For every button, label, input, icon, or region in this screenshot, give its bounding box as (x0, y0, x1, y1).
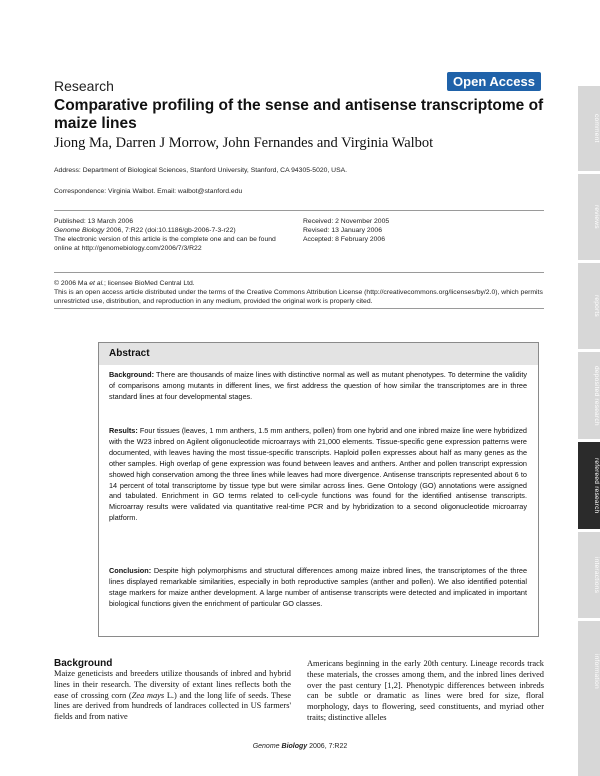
page-footer (0, 743, 600, 750)
body-section-heading: Background (54, 658, 113, 669)
conclusion-label: Conclusion: (109, 566, 152, 575)
copyright-suffix: ; licensee BioMed Central Ltd. (104, 280, 195, 287)
tab-label: reviews (593, 205, 600, 229)
citation (54, 226, 294, 235)
open-access-badge: Open Access (447, 72, 541, 91)
background-label: Background: (109, 370, 154, 379)
body-column-right: Americans beginning in the early 20th century. Lineage records track these materials, the crosses among them, and the inbred lines derived over the past century [1,2]. Phenotypic differences between inbreds can be subtle or dramatic as lines were bred for size, floral morphology, days to flowering, seed constituents, and myriad other traits; distinctive alleles (307, 659, 544, 722)
footer-journal-biology: Biology (279, 743, 308, 750)
tab-deposited-research[interactable] (578, 352, 600, 439)
body-column-left (54, 669, 291, 723)
tab-reports[interactable] (578, 263, 600, 349)
abstract-results (109, 426, 527, 524)
footer-citation: 2006, 7:R22 (307, 743, 348, 750)
species-name: Zea mays (131, 690, 165, 700)
revised-date: Revised: 13 January 2006 (303, 227, 382, 234)
tab-label: interactions (593, 556, 600, 594)
tab-label: refereed research (593, 457, 600, 514)
received-date: Received: 2 November 2005 (303, 218, 390, 225)
author-address: Address: Department of Biological Sciences, Stanford University, Stanford, CA 94305-5020, USA. (54, 167, 348, 174)
review-dates (303, 217, 503, 244)
citation-details: 2006, 7:R22 (doi:10.1186/gb-2006-7-3-r22) (104, 227, 236, 234)
divider (54, 210, 544, 211)
copyright-etal: et al. (89, 280, 104, 287)
tab-interactions[interactable] (578, 532, 600, 618)
abstract-heading: Abstract (109, 348, 150, 359)
abstract-box (98, 342, 539, 637)
footer-journal-genome: Genome (252, 743, 280, 750)
tab-comment[interactable] (578, 86, 600, 171)
background-text: There are thousands of maize lines with distinctive normal as well as mutant phenotypes. To determine the validity of comparisons among mutants in different lines, we first address the question of how similar the transcriptomes are in three standard lines at four developmental stages. (109, 370, 527, 401)
section-sidebar (578, 86, 600, 776)
license-block (54, 279, 544, 306)
divider (54, 272, 544, 273)
abstract-conclusion (109, 566, 527, 610)
electronic-version-note: The electronic version of this article is the complete one and can be found online at http://genomebiology.com/2006/7/3/R22 (54, 236, 276, 252)
tab-label: information (593, 653, 600, 689)
license-text: This is an open access article distributed under the terms of the Creative Commons Attribution License (http://creativecommons.org/licenses/by/2.0), which permits unrestricted use, distribution, and reproduction in any medium, provided the original work is properly cited. (54, 289, 543, 305)
correspondence: Correspondence: Virginia Walbot. Email: walbot@stanford.edu (54, 188, 243, 195)
author-list: Jiong Ma, Darren J Morrow, John Fernandes and Virginia Walbot (54, 135, 434, 151)
body-text: Maize geneticists and breeders utilize thousands of inbred and hybrid lines in their research. The diversity of extant lines reflects both the ease of crossing corn ( (54, 669, 291, 700)
published-date: Published: 13 March 2006 (54, 218, 133, 225)
tab-refereed-research[interactable] (578, 442, 600, 529)
tab-information[interactable] (578, 621, 600, 776)
tab-label: reports (593, 295, 600, 317)
section-label: Research (54, 78, 114, 94)
publication-info (54, 217, 294, 253)
accepted-date: Accepted: 8 February 2006 (303, 236, 385, 243)
abstract-background (109, 370, 527, 403)
citation-journal: Genome Biology (54, 227, 105, 234)
abstract-header-bar (99, 343, 538, 365)
copyright-line (54, 279, 544, 288)
copyright-prefix: © 2006 Ma (54, 280, 90, 287)
divider (54, 308, 544, 309)
conclusion-text: Despite high polymorphisms and structural differences among maize inbred lines, the transcriptomes of the three lines displayed remarkable similarities, especially in both reproductive samples (anther and pollen). We also identified potential stage markers for maize anther development. A large number of antisense transcripts were detected and implicated in important biological functions given the enrichment of particular GO classes. (109, 566, 527, 608)
results-label: Results: (109, 426, 138, 435)
article-title: Comparative profiling of the sense and antisense transcriptome of maize lines (54, 97, 544, 132)
tab-label: deposited research (593, 365, 600, 426)
tab-reviews[interactable] (578, 174, 600, 260)
results-text: Four tissues (leaves, 1 mm anthers, 1.5 mm anthers, pollen) from one hybrid and one inbred maize line were hybridized with the W23 inbred on Agilent oligonucleotide microarrays with 21,000 elements. Tissue-specific gene expression patterns were documented, with leaves having the most tissue-specific transcripts. Haploid pollen expresses about half as many genes as the other samples. High overlap of gene expression was found between leaves and anthers. Anther and pollen transcript expression showed high conservation among the three lines while leaves had more divergence. Antisense transcripts represented about 6 to 14 percent of total transcriptome by tissue type but were similar across lines. Gene Ontology (GO) annotations were assigned and tabulated. Enrichment in GO terms related to cell-cycle functions was found for the identified antisense transcripts. Microarray results were validated via quantitative real-time PCR and by hybridization to a second oligonucleotide microarray platform. (109, 426, 527, 523)
body-text: L.) and the long life of seeds. These lines are derived from hundreds of landraces collected in US farmers' fields and from native (54, 690, 291, 722)
tab-label: comment (593, 114, 600, 143)
